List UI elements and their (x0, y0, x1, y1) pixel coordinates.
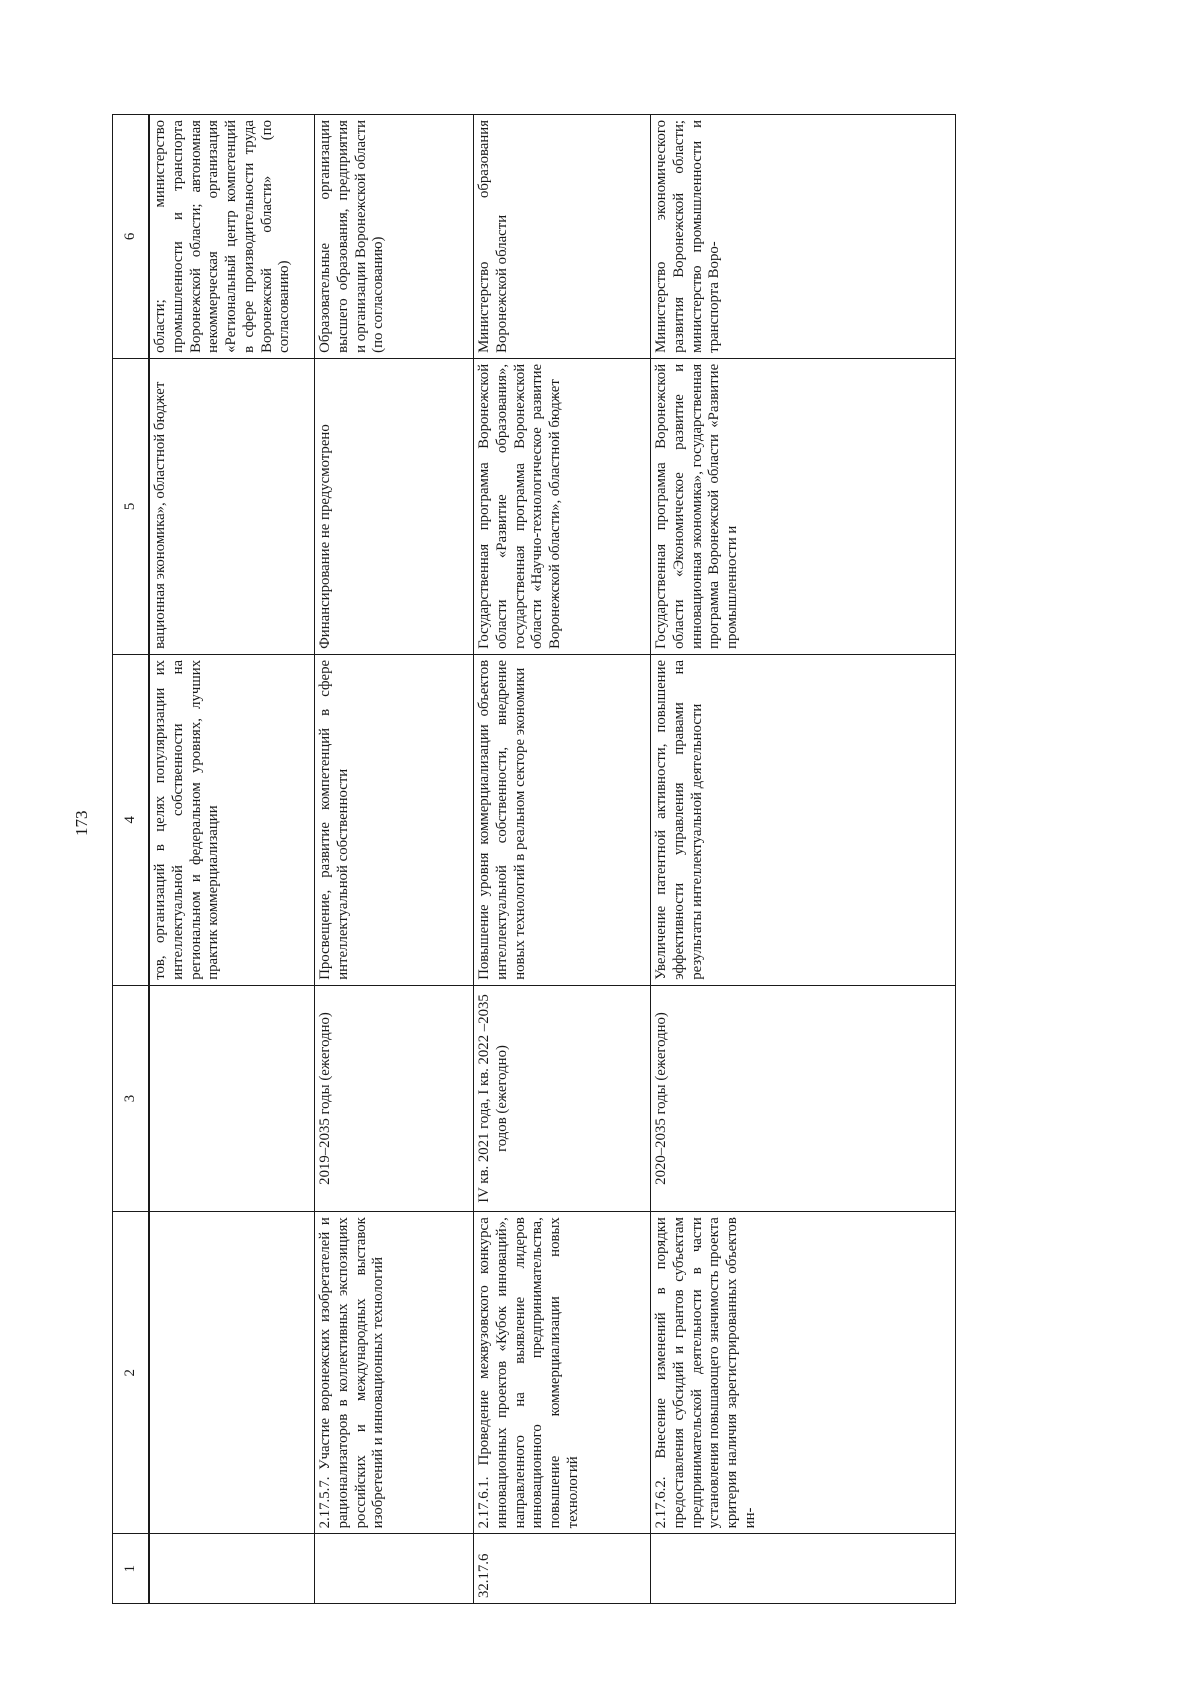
table-row (651, 115, 956, 1604)
page-number: 173 (72, 810, 91, 836)
cell-executor: Министерство экономического развития Воронежской области; министерство промышленности и транспорта Воро- (651, 115, 956, 359)
rotated-table-container (112, 114, 1070, 1604)
cell-executor: Министерство образования Воронежской области (474, 115, 651, 359)
cell-result: Просвещение, развитие компетенций в сфере интеллектуальной собственности (315, 654, 474, 985)
table-header-row (113, 115, 150, 1604)
cell-funding: Государственная программа Воронежской области «Экономическое развитие и инновационная экономика», государственная программа Воронежской области «Развитие промышленности и (651, 358, 956, 654)
header-col-3: 3 (113, 985, 150, 1211)
cell-period: 2020–2035 годы (ежегодно) (651, 985, 956, 1211)
header-col-2: 2 (113, 1212, 150, 1534)
cell-period (149, 985, 315, 1211)
cell-result: тов, организаций в целях популяризации их интеллектуальной собственности на региональном и федеральном уровнях, лучших практик коммерциализации (149, 654, 315, 985)
cell-measure (149, 1212, 315, 1534)
cell-period: 2019–2035 годы (ежегодно) (315, 985, 474, 1211)
cell-period: IV кв. 2021 года, I кв. 2022 –2035 годов (ежегодно) (474, 985, 651, 1211)
cell-number (149, 1534, 315, 1604)
cell-number (651, 1534, 956, 1604)
table-row (149, 115, 315, 1604)
header-col-4: 4 (113, 654, 150, 985)
cell-funding: вационная экономика», областной бюджет (149, 358, 315, 654)
cell-measure: 2.17.6.2. Внесение изменений в порядки предоставления субсидий и грантов субъектам предпринимательской деятельности в части установления повышающего значимость проекта критерия наличия зарегистрированных объектов ин- (651, 1212, 956, 1534)
cell-result: Увеличение патентной активности, повышение эффективности управления правами на результаты интеллектуальной деятельности (651, 654, 956, 985)
cell-executor: области; министерство промышленности и транспорта Воронежской области; автономная некоммерческая организация «Региональный центр компетенций в сфере производительности труда Воронежской области» (по согласованию) (149, 115, 315, 359)
cell-measure: 2.17.5.7. Участие воронежских изобретателей и рационализаторов в коллективных экспозициях российских и международных выставок изобретений и инновационных технологий (315, 1212, 474, 1534)
table-row (474, 115, 651, 1604)
activities-table (112, 114, 956, 1604)
header-col-5: 5 (113, 358, 150, 654)
table-row (315, 115, 474, 1604)
cell-result: Повышение уровня коммерциализации объектов интеллектуальной собственности, внедрение новых технологий в реальном секторе экономики (474, 654, 651, 985)
cell-funding: Финансирование не предусмотрено (315, 358, 474, 654)
cell-number (315, 1534, 474, 1604)
header-col-6: 6 (113, 115, 150, 359)
cell-number: 32.17.6 (474, 1534, 651, 1604)
header-col-1: 1 (113, 1534, 150, 1604)
cell-funding: Государственная программа Воронежской области «Развитие образования», государственная программа Воронежской области «Научно-технологическое развитие Воронежской области», областной бюджет (474, 358, 651, 654)
cell-executor: Образовательные организации высшего образования, предприятия и организации Воронежской области (по согласованию) (315, 115, 474, 359)
cell-measure: 2.17.6.1. Проведение межвузовского конкурса инновационных проектов «Кубок инноваций», направленного на выявление лидеров инновационного предпринимательства, повышение коммерциализации новых технологий (474, 1212, 651, 1534)
